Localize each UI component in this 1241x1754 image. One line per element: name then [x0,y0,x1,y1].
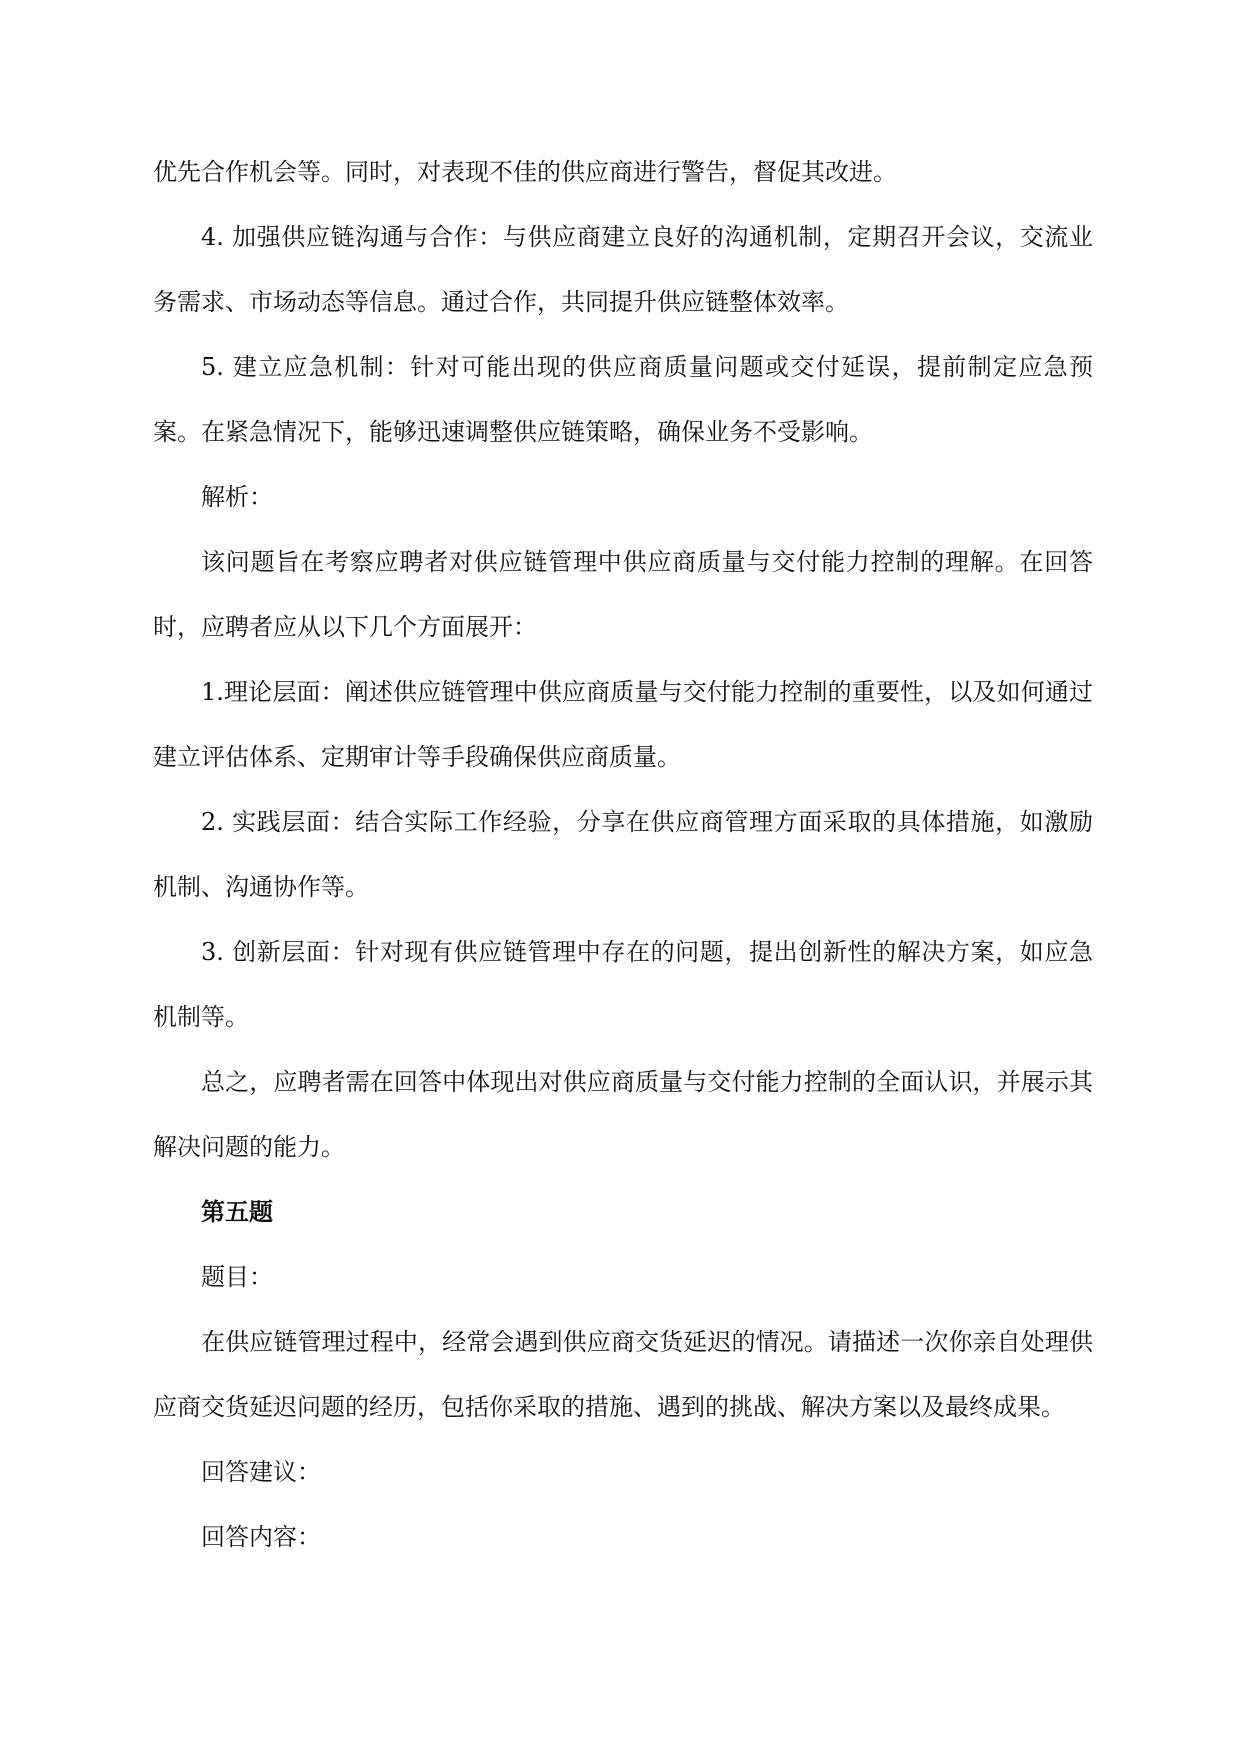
question-text: 在供应链管理过程中，经常会遇到供应商交货延迟的情况。请描述一次你亲自处理供应商交货延迟问题的经历，包括你采取的措施、遇到的挑战、解决方案以及最终成果。 [153,1328,1093,1421]
document-body [153,140,1093,1570]
analysis-label: 解析： [201,483,273,511]
paragraph-continuation: 优先合作机会等。同时，对表现不佳的供应商进行警告，督促其改进。 [153,158,897,186]
paragraph-item-5: 5. 建立应急机制：针对可能出现的供应商质量问题或交付延误，提前制定应急预案。在紧急情况下，能够迅速调整供应链策略，确保业务不受影响。 [153,353,1093,446]
analysis-point-2: 2. 实践层面：结合实际工作经验，分享在供应商管理方面采取的具体措施，如激励机制、沟通协作等。 [153,808,1093,901]
analysis-intro: 该问题旨在考察应聘者对供应链管理中供应商质量与交付能力控制的理解。在回答时，应聘者应从以下几个方面展开： [153,548,1093,641]
section-heading: 第五题 [201,1198,273,1226]
question-label: 题目： [201,1263,273,1291]
analysis-point-3: 3. 创新层面：针对现有供应链管理中存在的问题，提出创新性的解决方案，如应急机制等。 [153,938,1093,1031]
paragraph-item-4: 4. 加强供应链沟通与合作：与供应商建立良好的沟通机制，定期召开会议，交流业务需求、市场动态等信息。通过合作，共同提升供应链整体效率。 [153,223,1093,316]
answer-suggestion-label: 回答建议： [201,1458,321,1486]
answer-content-label: 回答内容： [201,1523,321,1551]
analysis-summary: 总之，应聘者需在回答中体现出对供应商质量与交付能力控制的全面认识，并展示其解决问题的能力。 [153,1068,1093,1161]
analysis-point-1: 1.理论层面：阐述供应链管理中供应商质量与交付能力控制的重要性，以及如何通过建立评估体系、定期审计等手段确保供应商质量。 [153,678,1093,771]
